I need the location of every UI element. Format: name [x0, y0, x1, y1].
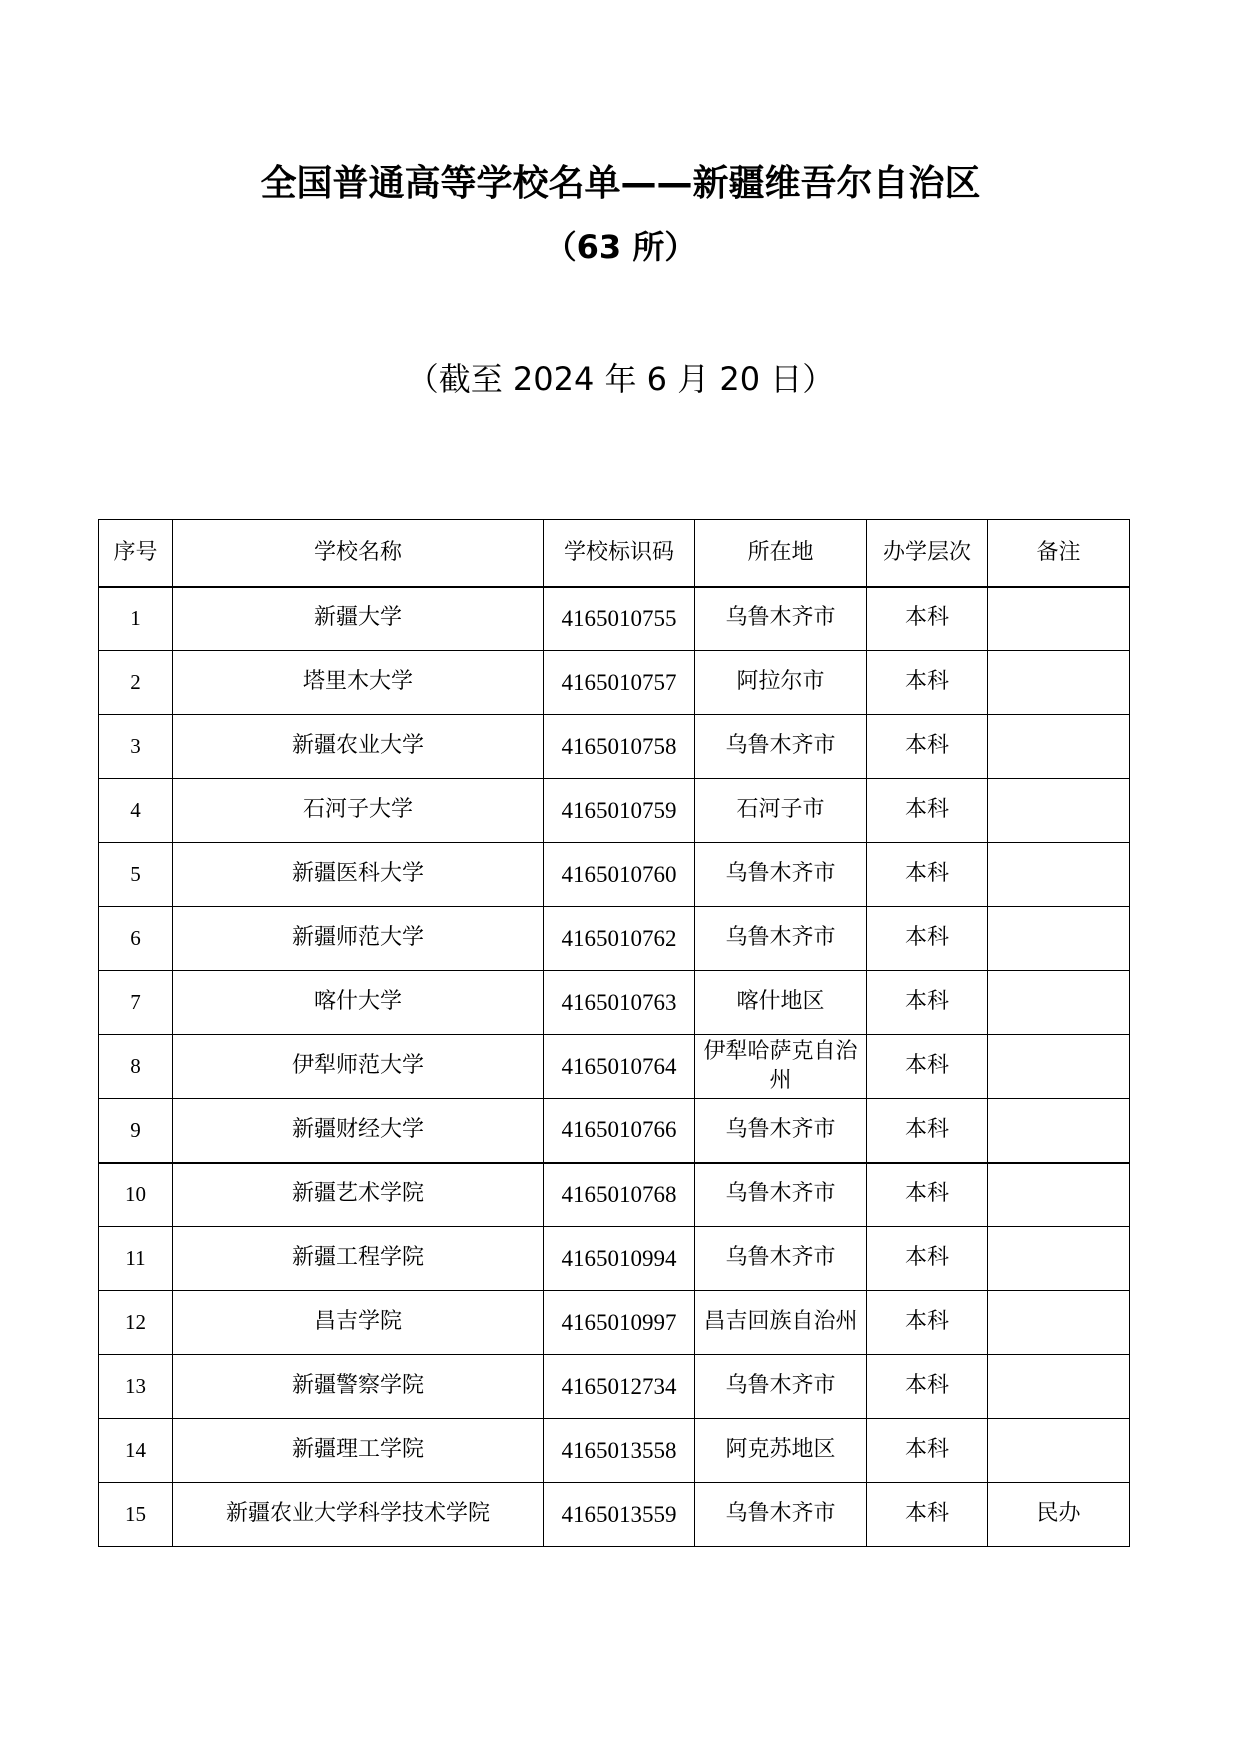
cell-school-name: 新疆大学: [173, 587, 544, 651]
cell-school-name: 新疆财经大学: [173, 1099, 544, 1163]
cell-location: 昌吉回族自治州: [695, 1291, 867, 1355]
cell-school-code: 4165010764: [544, 1035, 695, 1099]
cell-location: 乌鲁木齐市: [695, 587, 867, 651]
cell-note: [988, 715, 1130, 779]
cell-note: [988, 1419, 1130, 1483]
cell-index: 7: [99, 971, 173, 1035]
cell-level: 本科: [867, 1291, 988, 1355]
cell-note: [988, 1355, 1130, 1419]
cell-location: 石河子市: [695, 779, 867, 843]
cell-level: 本科: [867, 1035, 988, 1099]
cell-school-code: 4165013558: [544, 1419, 695, 1483]
cell-note: [988, 587, 1130, 651]
cell-location: 伊犁哈萨克自治州: [695, 1035, 867, 1099]
cell-location: 乌鲁木齐市: [695, 1099, 867, 1163]
table-row: [99, 587, 1130, 651]
header-name: 学校名称: [173, 520, 544, 587]
table-row: [99, 907, 1130, 971]
cell-school-name: 新疆医科大学: [173, 843, 544, 907]
document-title: 全国普通高等学校名单——新疆维吾尔自治区: [260, 163, 981, 204]
cell-index: 1: [99, 587, 173, 651]
cell-school-name: 昌吉学院: [173, 1291, 544, 1355]
cell-school-code: 4165010766: [544, 1099, 695, 1163]
cell-level: 本科: [867, 651, 988, 715]
table-row: [99, 1483, 1130, 1547]
cell-note: 民办: [988, 1483, 1130, 1547]
cell-school-code: 4165012734: [544, 1355, 695, 1419]
cell-location: 乌鲁木齐市: [695, 1483, 867, 1547]
header-location: 所在地: [695, 520, 867, 587]
cell-index: 11: [99, 1227, 173, 1291]
table-row: [99, 779, 1130, 843]
table-body: [99, 587, 1130, 1547]
cell-index: 6: [99, 907, 173, 971]
cell-level: 本科: [867, 907, 988, 971]
cell-note: [988, 843, 1130, 907]
cell-note: [988, 907, 1130, 971]
cell-school-code: 4165010760: [544, 843, 695, 907]
cell-school-code: 4165010762: [544, 907, 695, 971]
cell-school-code: 4165010758: [544, 715, 695, 779]
cell-school-name: 喀什大学: [173, 971, 544, 1035]
cell-school-code: 4165013559: [544, 1483, 695, 1547]
cell-level: 本科: [867, 587, 988, 651]
table-row: [99, 1227, 1130, 1291]
table-row: [99, 1099, 1130, 1163]
header-code: 学校标识码: [544, 520, 695, 587]
cell-school-name: 伊犁师范大学: [173, 1035, 544, 1099]
cell-school-code: 4165010757: [544, 651, 695, 715]
cell-level: 本科: [867, 1227, 988, 1291]
document-subtitle-count: （63 所）: [544, 228, 697, 266]
table-row: [99, 1291, 1130, 1355]
cell-school-name: 新疆农业大学: [173, 715, 544, 779]
cell-location: 乌鲁木齐市: [695, 1227, 867, 1291]
cell-index: 5: [99, 843, 173, 907]
cell-note: [988, 779, 1130, 843]
cell-index: 8: [99, 1035, 173, 1099]
cell-note: [988, 1035, 1130, 1099]
cell-index: 15: [99, 1483, 173, 1547]
cell-note: [988, 1227, 1130, 1291]
cell-school-name: 新疆警察学院: [173, 1355, 544, 1419]
cell-level: 本科: [867, 843, 988, 907]
cell-school-code: 4165010768: [544, 1163, 695, 1227]
date-note: （截至 2024 年 6 月 20 日）: [406, 360, 835, 398]
cell-level: 本科: [867, 971, 988, 1035]
cell-index: 4: [99, 779, 173, 843]
cell-school-name: 新疆艺术学院: [173, 1163, 544, 1227]
cell-location: 乌鲁木齐市: [695, 843, 867, 907]
table-row: [99, 1419, 1130, 1483]
cell-school-code: 4165010755: [544, 587, 695, 651]
cell-school-name: 石河子大学: [173, 779, 544, 843]
cell-location: 乌鲁木齐市: [695, 907, 867, 971]
cell-index: 12: [99, 1291, 173, 1355]
cell-school-code: 4165010763: [544, 971, 695, 1035]
cell-level: 本科: [867, 1419, 988, 1483]
cell-note: [988, 971, 1130, 1035]
table-row: [99, 843, 1130, 907]
cell-school-name: 塔里木大学: [173, 651, 544, 715]
cell-school-code: 4165010994: [544, 1227, 695, 1291]
cell-school-name: 新疆理工学院: [173, 1419, 544, 1483]
cell-location: 乌鲁木齐市: [695, 1355, 867, 1419]
table-row: [99, 971, 1130, 1035]
cell-index: 14: [99, 1419, 173, 1483]
cell-note: [988, 651, 1130, 715]
header-level: 办学层次: [867, 520, 988, 587]
cell-school-name: 新疆工程学院: [173, 1227, 544, 1291]
cell-school-name: 新疆农业大学科学技术学院: [173, 1483, 544, 1547]
header-index: 序号: [99, 520, 173, 587]
table-row: [99, 1035, 1130, 1099]
cell-location: 乌鲁木齐市: [695, 715, 867, 779]
cell-index: 10: [99, 1163, 173, 1227]
cell-school-name: 新疆师范大学: [173, 907, 544, 971]
cell-level: 本科: [867, 715, 988, 779]
cell-school-code: 4165010997: [544, 1291, 695, 1355]
schools-table: [98, 519, 1130, 1547]
cell-location: 乌鲁木齐市: [695, 1163, 867, 1227]
cell-level: 本科: [867, 1355, 988, 1419]
cell-level: 本科: [867, 1483, 988, 1547]
cell-location: 阿克苏地区: [695, 1419, 867, 1483]
cell-index: 3: [99, 715, 173, 779]
table-header-row: [99, 520, 1130, 587]
cell-location: 喀什地区: [695, 971, 867, 1035]
cell-note: [988, 1099, 1130, 1163]
cell-index: 13: [99, 1355, 173, 1419]
cell-level: 本科: [867, 779, 988, 843]
cell-index: 2: [99, 651, 173, 715]
table-row: [99, 715, 1130, 779]
table-row: [99, 1355, 1130, 1419]
header-note: 备注: [988, 520, 1130, 587]
cell-note: [988, 1163, 1130, 1227]
cell-index: 9: [99, 1099, 173, 1163]
cell-school-code: 4165010759: [544, 779, 695, 843]
cell-level: 本科: [867, 1099, 988, 1163]
cell-location: 阿拉尔市: [695, 651, 867, 715]
cell-level: 本科: [867, 1163, 988, 1227]
table-row: [99, 651, 1130, 715]
table-row: [99, 1163, 1130, 1227]
cell-note: [988, 1291, 1130, 1355]
